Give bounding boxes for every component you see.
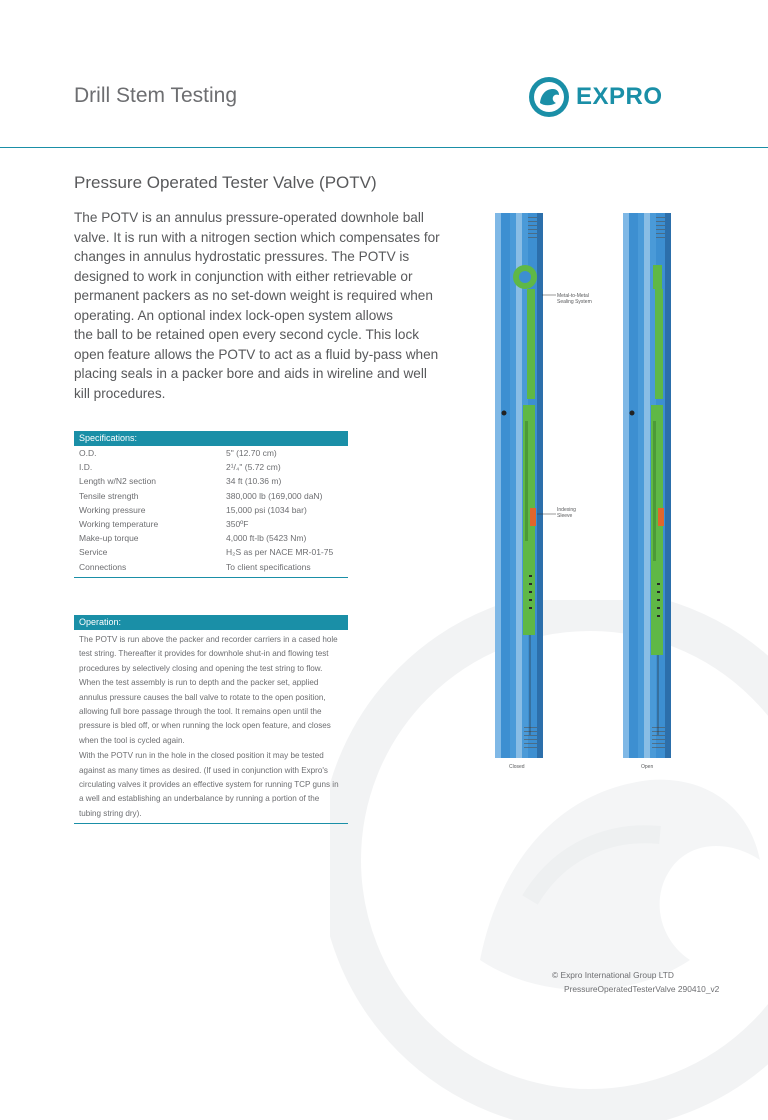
label-metal-seal-line1: Metal-to-Metal (557, 293, 589, 299)
expro-lion-icon (528, 76, 570, 118)
operation-paragraph: With the POTV run in the hole in the closed position it may be tested against as many times as desired. (If used in conjunction with Expro's circulating valves it provides an effective system for running TCP guns in a well and establishing an underbalance by running a portion of the tubing string dry). (79, 751, 339, 818)
spec-row (74, 560, 348, 574)
operation-heading: Operation: (74, 615, 348, 630)
operation-paragraph: The POTV is run above the packer and recorder carriers in a cased hole test string. Thereafter it provides for downhole shut-in and flowing test procedures by selectively closing and opening the test string to flow. When the test assembly is run to depth and the packer set, applied annulus pressure causes the ball valve to rotate to the open position, allowing full bore passage through the tool. It remains open until the pressure is bled off, or when running the lock open feature, and closes when the tool is cycled again. (79, 635, 338, 745)
header-divider (0, 147, 768, 148)
label-indexing-line1: Indexing (557, 507, 576, 513)
logo-wordmark: EXPRO (576, 83, 663, 110)
footer-doc-ref: PressureOperatedTesterValve 290410_v2 (564, 984, 720, 994)
operation-section (74, 615, 348, 824)
label-metal-seal (557, 293, 592, 305)
specifications-heading: Specifications: (74, 431, 348, 446)
spec-row (74, 446, 348, 460)
spec-label: Length w/N2 section (79, 476, 157, 487)
intro-line: The POTV is an annulus pressure-operated downhole ball (74, 210, 424, 225)
expro-logo (528, 76, 663, 118)
caption-closed: Closed (509, 764, 525, 770)
footer-copyright: © Expro International Group LTD (552, 970, 674, 980)
spec-value: 350ºF (226, 518, 249, 529)
spec-row (74, 545, 348, 559)
potv-diagrams (480, 205, 680, 782)
potv-closed-diagram (495, 213, 556, 758)
intro-line: changes in annulus hydrostatic pressures. The POTV is (74, 249, 410, 264)
label-indexing-sleeve (557, 507, 576, 519)
operation-bottom-rule (74, 823, 348, 824)
potv-cross-section-illustration (480, 205, 680, 777)
intro-line: designed to work in conjunction with either retrievable or (74, 268, 413, 284)
specifications-bottom-rule (74, 577, 348, 578)
spec-value: 15,000 psi (1034 bar) (226, 504, 307, 515)
intro-line: kill procedures. (74, 385, 166, 401)
caption-open: Open (641, 764, 654, 770)
intro-paragraph (74, 208, 440, 403)
spec-label: Working pressure (79, 504, 146, 515)
potv-open-diagram (623, 213, 671, 758)
intro-line: placing seals in a packer bore and aids in wireline and well (74, 366, 427, 381)
spec-row (74, 489, 348, 503)
spec-row (74, 503, 348, 517)
specifications-table (74, 431, 348, 578)
footer (552, 968, 719, 996)
product-title: Pressure Operated Tester Valve (POTV) (74, 173, 377, 192)
page-header-title: Drill Stem Testing (74, 84, 237, 107)
spec-value: H₂S as per NACE MR-01-75 (226, 547, 334, 558)
spec-label: Working temperature (79, 518, 159, 529)
spec-label: Tensile strength (79, 490, 139, 501)
spec-row (74, 517, 348, 531)
spec-value: To client specifications (226, 561, 311, 572)
spec-label: O.D. (79, 448, 97, 458)
intro-line: permanent packers as no set-down weight is required when (74, 288, 433, 303)
spec-value: 380,000 lb (169,000 daN) (226, 490, 323, 501)
spec-label: Make-up torque (79, 533, 139, 544)
intro-line: valve. It is run with a nitrogen section which compensates for (74, 229, 440, 245)
intro-line: operating. An optional index lock-open system allows (74, 307, 393, 323)
spec-value: 5" (12.70 cm) (226, 448, 277, 458)
intro-line: open feature allows the POTV to act as a fluid by-pass when (74, 346, 439, 362)
spec-row (74, 460, 348, 474)
spec-value: 2¹/₄" (5.72 cm) (226, 462, 281, 473)
label-indexing-line2: Sleeve (557, 513, 573, 519)
spec-value: 4,000 ft-lb (5423 Nm) (226, 533, 307, 544)
label-metal-seal-line2: Sealing System (557, 299, 592, 305)
spec-label: Service (79, 547, 108, 558)
spec-row (74, 474, 348, 488)
spec-label: I.D. (79, 462, 93, 473)
spec-row (74, 531, 348, 545)
intro-line: the ball to be retained open every second cycle. This lock (74, 327, 420, 342)
operation-text (74, 630, 348, 821)
spec-value: 34 ft (10.36 m) (226, 476, 282, 487)
spec-label: Connections (79, 561, 127, 572)
